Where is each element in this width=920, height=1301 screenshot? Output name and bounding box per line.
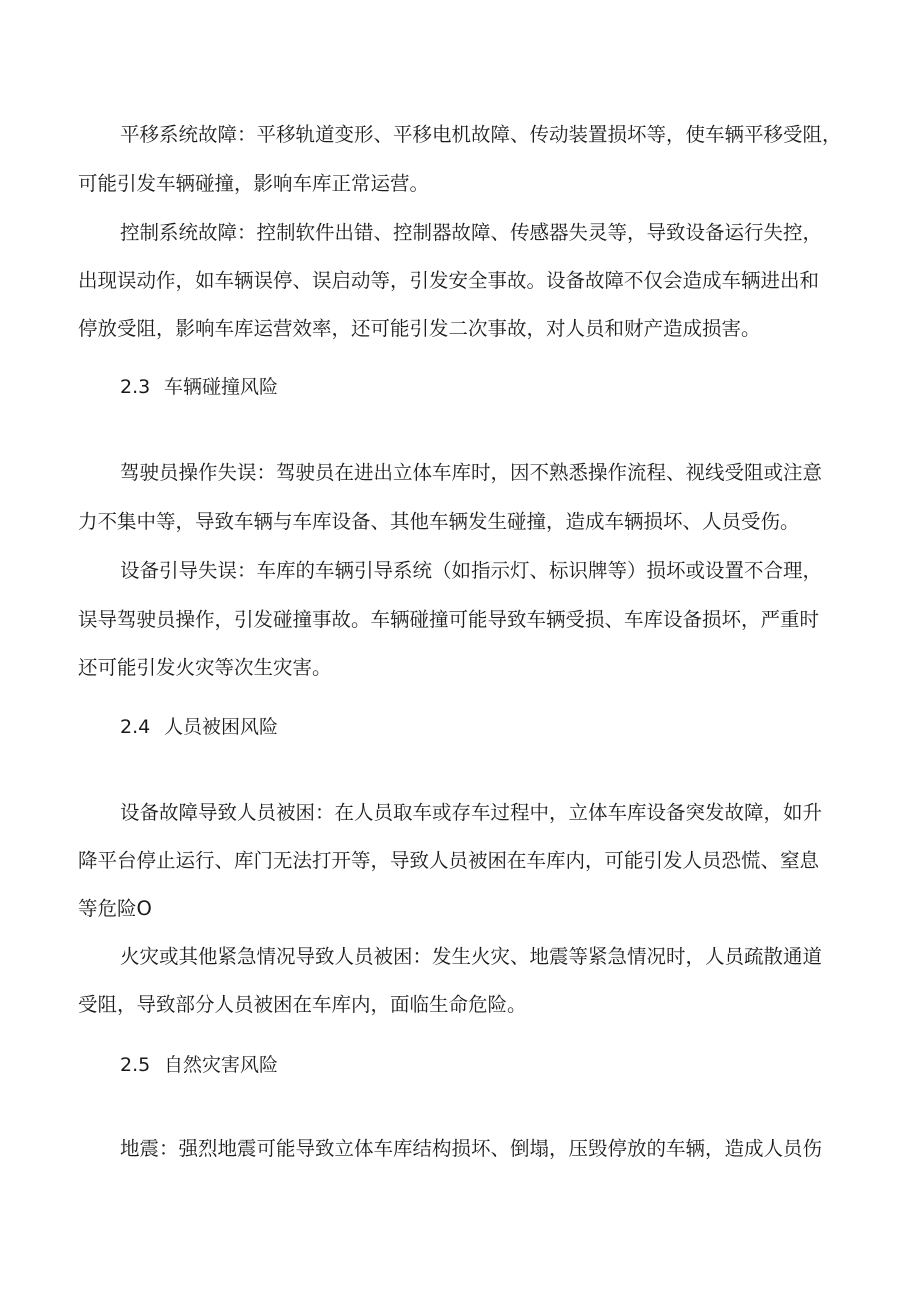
- paragraph-line: 火灾或其他紧急情况导致人员被困：发生火灾、地震等紧急情况时，人员疏散通道: [120, 945, 823, 968]
- paragraph-line: 停放受阻，影响车库运营效率，还可能引发二次事故，对人员和财产造成损害。: [78, 317, 761, 340]
- paragraph-line: 驾驶员操作失误：驾驶员在进出立体车库时，因不熟悉操作流程、视线受阻或注意: [120, 461, 823, 484]
- paragraph-line: 出现误动作，如车辆误停、误启动等，引发安全事故。设备故障不仅会造成车辆进出和: [78, 269, 820, 292]
- section-title: 自然灾害风险: [164, 1054, 279, 1076]
- paragraph-line: 设备引导失误：车库的车辆引导系统（如指示灯、标识牌等）损坏或设置不合理，: [120, 559, 823, 582]
- section-title: 人员被困风险: [164, 716, 279, 738]
- section-heading: [120, 375, 278, 399]
- paragraph-line: 等危险O: [78, 897, 152, 920]
- section-number: 2.3: [120, 376, 151, 398]
- paragraph-line: 地震：强烈地震可能导致立体车库结构损坏、倒塌，压毁停放的车辆，造成人员伤: [120, 1137, 823, 1160]
- section-heading: [120, 1053, 278, 1077]
- paragraph-line: 平移系统故障：平移轨道变形、平移电机故障、传动装置损坏等，使车辆平移受阻，: [120, 123, 842, 146]
- paragraph-line: 降平台停止运行、库门无法打开等，导致人员被困在车库内，可能引发人员恐慌、窒息: [78, 849, 820, 872]
- paragraph-line: 设备故障导致人员被困：在人员取车或存车过程中，立体车库设备突发故障，如升: [120, 801, 823, 824]
- paragraph-line: 控制系统故障：控制软件出错、控制器故障、传感器失灵等，导致设备运行失控，: [120, 221, 823, 244]
- paragraph-line: 受阻，导致部分人员被困在车库内，面临生命危险。: [78, 993, 527, 1016]
- paragraph-line: 误导驾驶员操作，引发碰撞事故。车辆碰撞可能导致车辆受损、车库设备损坏，严重时: [78, 608, 820, 631]
- paragraph-line: 可能引发车辆碰撞，影响车库正常运营。: [78, 172, 430, 195]
- paragraph-line: 力不集中等，导致车辆与车库设备、其他车辆发生碰撞，造成车辆损坏、人员受伤。: [78, 510, 800, 533]
- paragraph-line: 还可能引发火灾等次生灾害。: [78, 656, 332, 679]
- section-number: 2.4: [120, 716, 151, 738]
- section-heading: [120, 715, 278, 739]
- section-title: 车辆碰撞风险: [164, 376, 279, 398]
- section-number: 2.5: [120, 1054, 151, 1076]
